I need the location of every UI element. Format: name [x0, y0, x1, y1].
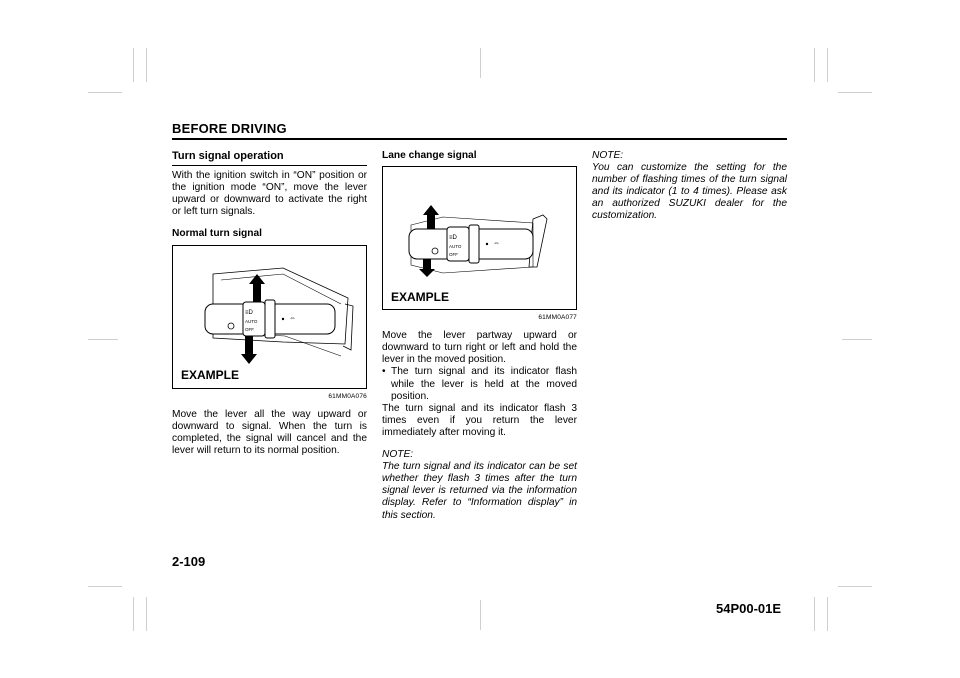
intro-paragraph: With the ignition switch in “ON” position or the ignition mode “ON”, move the lever upward or downward to activate the right or left turn signals. [172, 170, 367, 218]
normal-turn-text: Move the lever all the way upward or downward to signal. When the turn is completed, the signal will cancel and the lever will return to its normal position. [172, 408, 367, 456]
crop-mark [146, 48, 147, 82]
column-3 [592, 150, 787, 223]
bullet-text: The turn signal and its indicator flash while the lever is held at the moved position. [391, 366, 577, 402]
crop-mark [838, 92, 872, 93]
lane-change-title: Lane change signal [382, 150, 477, 161]
note-label: NOTE: [382, 449, 414, 461]
figure-code: 61MM0A076 [328, 392, 367, 400]
crop-mark [827, 48, 828, 82]
crop-mark [838, 586, 872, 587]
off-label: OFF [449, 252, 458, 258]
section-title: Turn signal operation [172, 150, 367, 166]
note-label: NOTE: [592, 150, 624, 161]
normal-turn-figure [172, 245, 367, 389]
column-2 [382, 150, 577, 522]
crop-mark [146, 597, 147, 631]
column-1 [172, 150, 367, 457]
auto-label: AUTO [245, 318, 258, 324]
crop-mark [88, 92, 122, 93]
bullet-item: • The turn signal and its indicator flash while the lever is held at the moved position. [382, 366, 577, 402]
crop-mark [814, 597, 815, 631]
figure-label: EXAMPLE [391, 290, 450, 304]
header-rule [172, 138, 787, 140]
page-number: 2-109 [172, 554, 206, 569]
turn-lever-illustration [173, 246, 366, 388]
section-header: BEFORE DRIVING [172, 121, 287, 136]
crop-mark [480, 600, 481, 630]
lane-lever-illustration [383, 167, 576, 309]
crop-mark [88, 586, 122, 587]
crop-mark [827, 597, 828, 631]
document-code: 54P00-01E [716, 601, 782, 616]
crop-mark [814, 48, 815, 82]
note-text: You can customize the setting for the number of flashing times of the turn signal and its indicator (1 to 4 times). Please ask an authorized SUZUKI dealer for the customization. [592, 162, 787, 222]
svg-text:⇔: ⇔ [289, 314, 296, 322]
svg-text:⇔: ⇔ [493, 240, 500, 248]
crop-mark [133, 597, 134, 631]
svg-text:≡D: ≡D [449, 235, 457, 242]
figure-code: 61MM0A077 [538, 314, 577, 322]
crop-mark [133, 48, 134, 82]
crop-mark [480, 48, 481, 78]
off-label: OFF [245, 326, 254, 332]
auto-label: AUTO [449, 244, 462, 250]
crop-mark [842, 339, 872, 340]
svg-text:≡D: ≡D [245, 309, 253, 316]
crop-mark [88, 339, 118, 340]
note-text: The turn signal and its indicator can be set whether they flash 3 times after the turn signal lever is returned via the information display. Refer to “Information display” in this section. [382, 461, 577, 521]
figure-label: EXAMPLE [181, 368, 240, 383]
lane-change-figure [382, 166, 577, 310]
normal-turn-title: Normal turn signal [172, 228, 263, 240]
lane-change-text-2: The turn signal and its indicator flash 3 times even if you return the lever immediately after moving it. [382, 402, 577, 438]
lane-change-text: Move the lever partway upward or downward to turn right or left and hold the lever in the moved position. [382, 330, 577, 366]
